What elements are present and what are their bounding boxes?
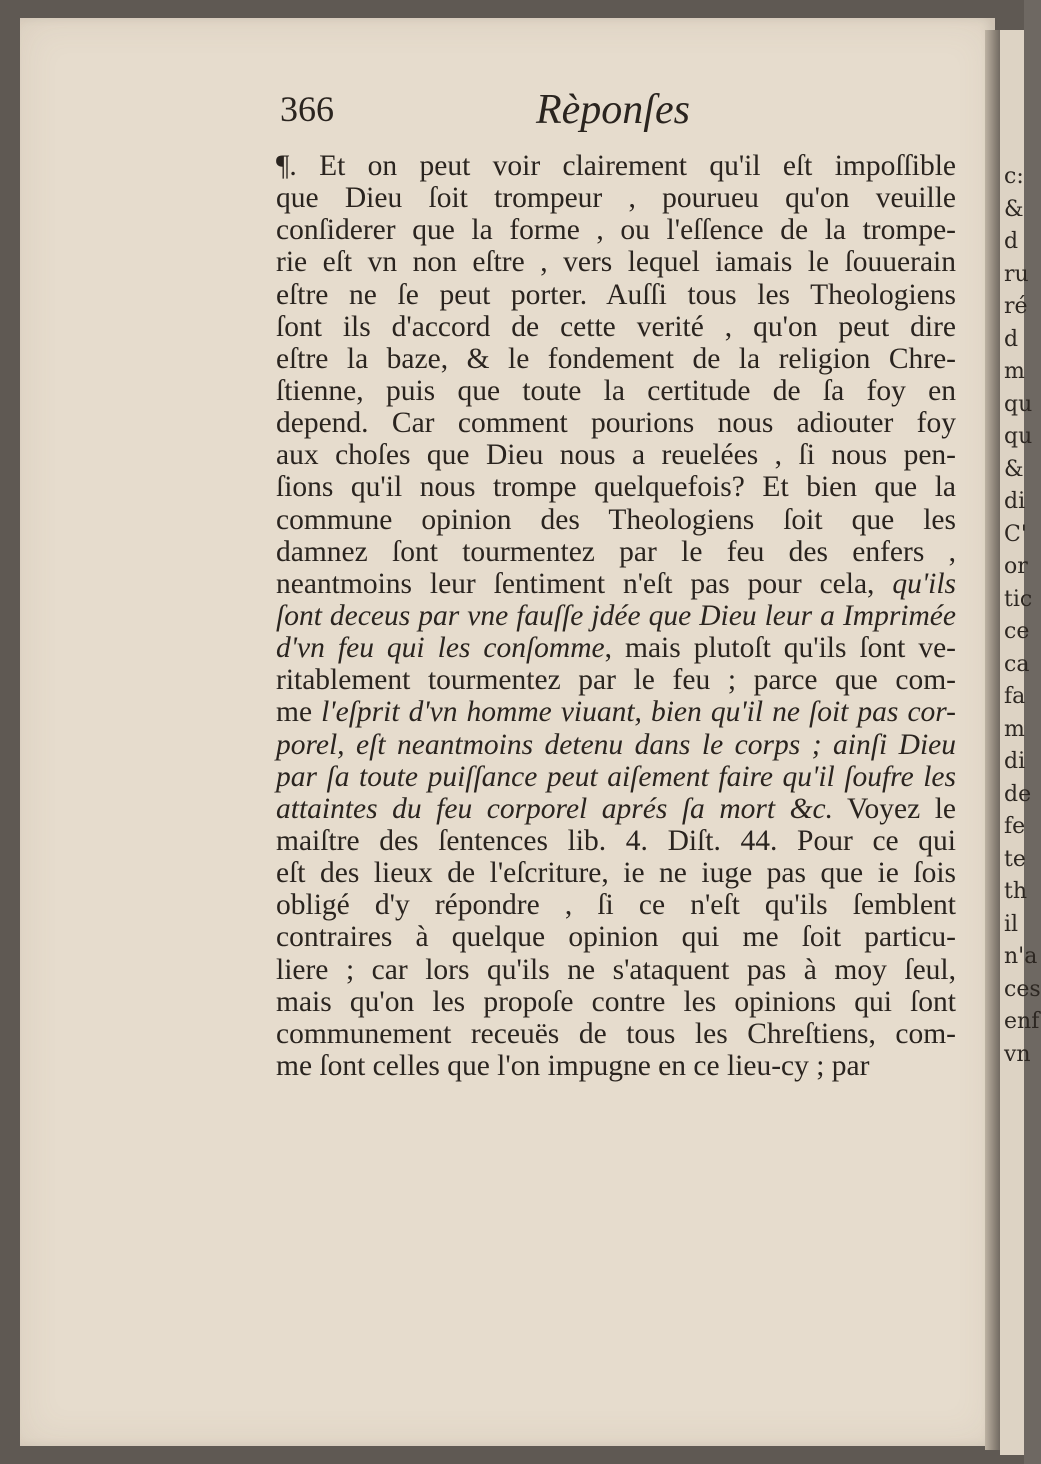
text-line (276, 311, 956, 343)
facing-page-fragment: il (1004, 911, 1019, 937)
book-gutter (985, 30, 1001, 1450)
italic-segment: d'vn feu qui les conſomme (276, 632, 605, 665)
text-line (276, 1050, 956, 1082)
text-line (276, 536, 956, 568)
text-segment: me (276, 696, 322, 729)
text-segment: ritablement tourmentez par le feu ; parce que com- (276, 664, 956, 697)
facing-page-fragment: fe (1004, 814, 1026, 839)
facing-page-fragment: di (1004, 749, 1026, 774)
facing-page-fragment: m (1004, 716, 1025, 742)
facing-page-fragment: C' (1004, 521, 1027, 547)
italic-segment: ſont deceus par vne fauſſe jdée que Dieu leur a Imprimée (276, 599, 956, 632)
text-segment: rie eſt vn non eſtre , vers lequel iamais le ſouuerain (276, 246, 956, 279)
text-line (276, 343, 956, 375)
text-segment: neantmoins leur ſentiment n'eſt pas pour cela, (276, 567, 893, 600)
text-segment: contraires à quelque opinion qui me ſoit particu- (276, 921, 956, 954)
text-line (276, 1018, 956, 1050)
text-line (276, 407, 956, 439)
text-segment: commune opinion des Theologiens ſoit que les (276, 503, 956, 536)
facing-page-fragment: d (1004, 326, 1019, 352)
facing-page-fragment: de (1004, 781, 1032, 807)
text-segment: conſiderer que la forme , ou l'eſſence de la trompe- (276, 214, 956, 247)
text-segment: eſtre la baze, & le fondement de la religion Chre- (276, 342, 956, 375)
text-segment: communement receuës de tous les Chreſtiens, com- (276, 1017, 956, 1050)
text-line (276, 246, 956, 278)
italic-segment: l'eſprit d'vn homme viuant, bien qu'il ne ſoit pas cor- (321, 696, 956, 729)
text-line (276, 696, 956, 728)
text-segment: mais qu'on les propoſe contre les opinions qui ſont (276, 985, 956, 1018)
text-segment: eſt des lieux de l'eſcriture, ie ne iuge pas que ie ſois (276, 857, 956, 890)
facing-page-fragment: c: (1004, 164, 1024, 189)
text-line (276, 375, 956, 407)
text-segment: ¶. Et on peut voir clairement qu'il eſt impoſſible (276, 150, 956, 182)
facing-page-fragment: qu (1004, 424, 1033, 449)
facing-page-fragment: ce (1004, 619, 1030, 644)
facing-page-fragment: m (1004, 359, 1025, 384)
text-line (276, 954, 956, 986)
text-segment: , mais plutoſt qu'ils ſont ve- (604, 632, 956, 665)
text-segment: eſtre ne ſe peut porter. Auſſi tous les Theologiens (276, 278, 956, 311)
text-segment: ſions qu'il nous trompe quelquefois? Et bien que la (276, 471, 956, 504)
text-segment: que Dieu ſoit trompeur , pourueu qu'on veuille (276, 182, 956, 215)
text-segment: depend. Car comment pourions nous adiouter foy (276, 407, 956, 440)
page-header (280, 88, 960, 138)
text-segment: ſont ils d'accord de cette verité , qu'on peut dire (276, 310, 956, 343)
text-segment: Voyez le (833, 792, 957, 825)
text-line (276, 857, 956, 889)
text-line (276, 214, 956, 246)
text-line (276, 825, 956, 857)
text-segment: obligé d'y répondre , ſi ce n'eſt qu'ils ſemblent (276, 889, 956, 922)
facing-page-fragment: or (1004, 554, 1028, 579)
facing-page-fragment: ru (1004, 261, 1029, 287)
facing-page-fragment: te (1004, 846, 1026, 872)
text-line (276, 729, 956, 761)
text-segment: liere ; car lors qu'ils ne s'ataquent pas à moy ſeul, (276, 953, 956, 986)
text-line (276, 279, 956, 311)
text-line (276, 439, 956, 471)
text-line (276, 600, 956, 632)
facing-page-fragment: tic (1004, 586, 1033, 612)
text-segment: maiſtre des ſentences lib. 4. Diſt. 44. Pour ce qui (276, 824, 956, 857)
text-segment: aux choſes que Dieu nous a reuelées , ſi nous pen- (276, 439, 956, 472)
text-segment: me ſont celles que l'on impugne en ce lieu-cy ; par (276, 1049, 870, 1082)
text-line (276, 664, 956, 696)
italic-segment: porel, eſt neantmoins detenu dans le corps ; ainſi Dieu (276, 728, 956, 761)
facing-page-fragment: ces (1004, 976, 1041, 1002)
facing-page-fragment: & (1004, 196, 1024, 222)
facing-page-fragment: & (1004, 456, 1024, 482)
facing-page-fragment: enf (1004, 1009, 1040, 1034)
text-segment: ſtienne, puis que toute la certitude de ſa foy en (276, 374, 956, 407)
facing-page-fragment: fa (1004, 684, 1026, 709)
text-line (276, 986, 956, 1018)
text-line (276, 632, 956, 664)
text-line (276, 568, 956, 600)
facing-page-fragment: d (1004, 229, 1019, 254)
facing-page-fragment: qu (1004, 391, 1033, 417)
text-segment: damnez ſont tourmentez par le feu des enfers , (276, 535, 956, 568)
page-number: 366 (280, 89, 334, 129)
text-line (276, 889, 956, 921)
facing-page-fragment: n'a (1004, 944, 1038, 969)
text-line (276, 504, 956, 536)
italic-segment: par ſa toute puiſſance peut aiſement faire qu'il ſoufre les (276, 760, 956, 793)
facing-page-edge (1000, 30, 1041, 1455)
italic-segment: qu'ils (892, 567, 956, 600)
facing-page-fragment: ca (1004, 651, 1030, 677)
facing-page-fragment: di (1004, 489, 1026, 514)
facing-page-fragment: ré (1004, 294, 1028, 319)
body-text (276, 150, 956, 1082)
text-line (276, 761, 956, 793)
italic-segment: attaintes du feu corporel aprés ſa mort &c. (276, 792, 833, 825)
running-head: Rèponſes (536, 87, 690, 133)
text-line (276, 471, 956, 503)
facing-page-fragment: th (1004, 879, 1028, 904)
text-line (276, 921, 956, 953)
text-line (276, 150, 956, 182)
text-line (276, 793, 956, 825)
text-line (276, 182, 956, 214)
facing-page-fragment: vn (1004, 1041, 1031, 1067)
